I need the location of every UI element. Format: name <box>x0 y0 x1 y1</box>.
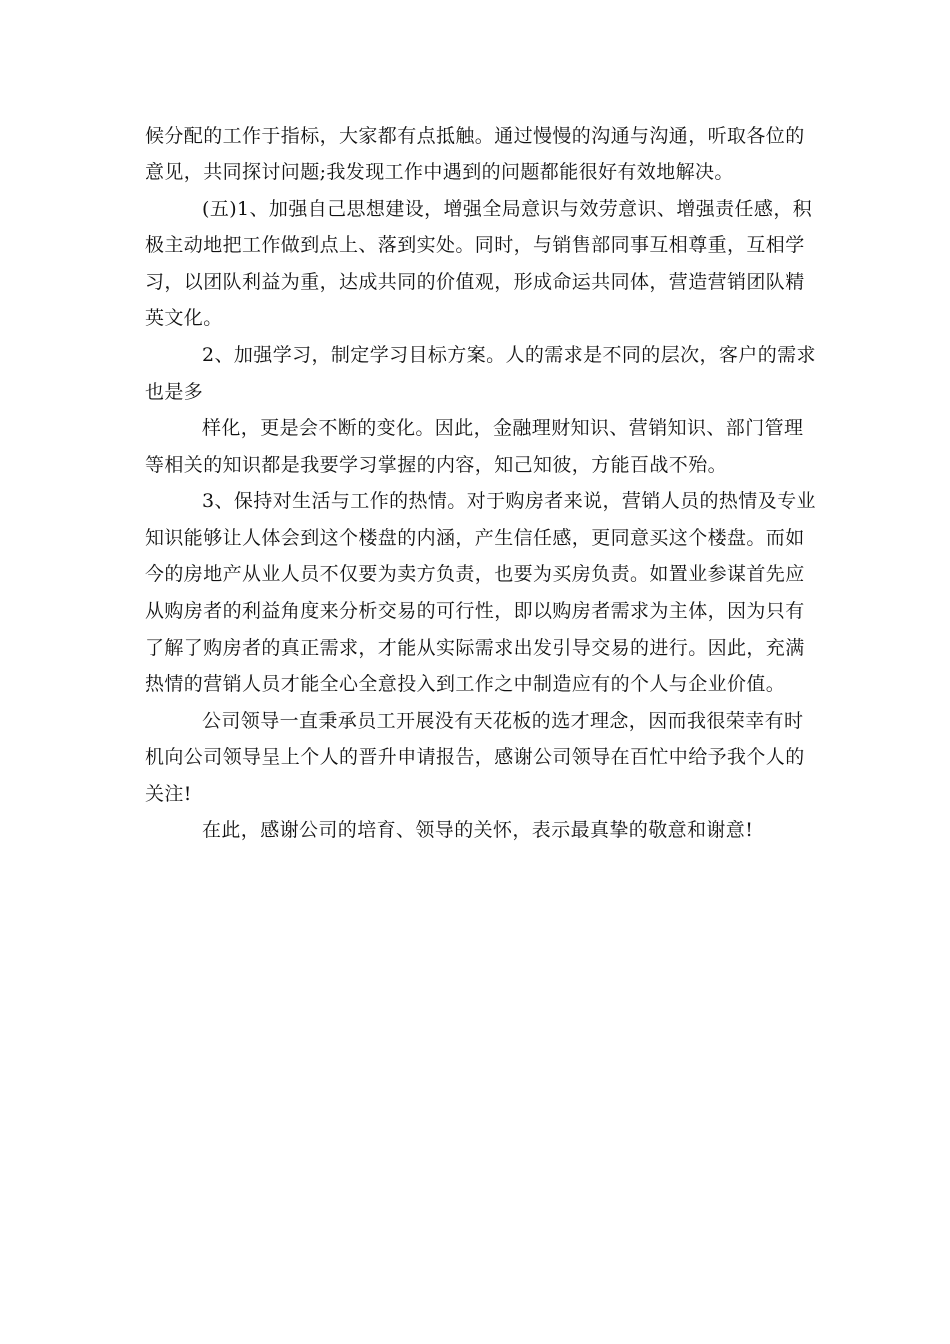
text-line: 热情的营销人员才能全心全意投入到工作之中制造应有的个人与企业价值。 <box>145 673 786 695</box>
text-line: 习，以团队利益为重，达成共同的价值观，形成命运共同体，营造营销团队精 <box>145 271 805 293</box>
text-line: 等相关的知识都是我要学习掌握的内容，知己知彼，方能百战不殆。 <box>145 454 728 476</box>
text-line: 公司领导一直秉承员工开展没有天花板的选才理念，因而我很荣幸有时 <box>202 710 804 732</box>
text-line: 关注! <box>145 783 192 805</box>
text-line: 了解了购房者的真正需求，才能从实际需求出发引导交易的进行。因此，充满 <box>145 637 805 659</box>
text-line: 也是多 <box>145 381 204 403</box>
text-line: 英文化。 <box>145 307 223 329</box>
text-line: 3、保持对生活与工作的热情。对于购房者来说，营销人员的热情及专业 <box>202 490 816 512</box>
text-line: 在此，感谢公司的培育、领导的关怀，表示最真挚的敬意和谢意! <box>202 819 754 841</box>
text-line: 机向公司领导呈上个人的晋升申请报告，感谢公司领导在百忙中给予我个人的 <box>145 746 805 768</box>
text-line: 候分配的工作于指标，大家都有点抵触。通过慢慢的沟通与沟通，听取各位的 <box>145 125 805 147</box>
text-line: 知识能够让人体会到这个楼盘的内涵，产生信任感，更同意买这个楼盘。而如 <box>145 527 805 549</box>
text-line: 今的房地产从业人员不仅要为卖方负责，也要为买房负责。如置业参谋首先应 <box>145 563 805 585</box>
text-line: 从购房者的利益角度来分析交易的可行性，即以购房者需求为主体，因为只有 <box>145 600 805 622</box>
text-line: (五)1、加强自己思想建设，增强全局意识与效劳意识、增强责任感，积 <box>202 198 813 220</box>
text-line: 极主动地把工作做到点上、落到实处。同时，与销售部同事互相尊重，互相学 <box>145 234 805 256</box>
text-line: 样化，更是会不断的变化。因此，金融理财知识、营销知识、部门管理 <box>202 417 804 439</box>
text-line: 意见，共同探讨问题;我发现工作中遇到的问题都能很好有效地解决。 <box>145 161 734 183</box>
text-line: 2、加强学习，制定学习目标方案。人的需求是不同的层次，客户的需求 <box>202 344 816 366</box>
